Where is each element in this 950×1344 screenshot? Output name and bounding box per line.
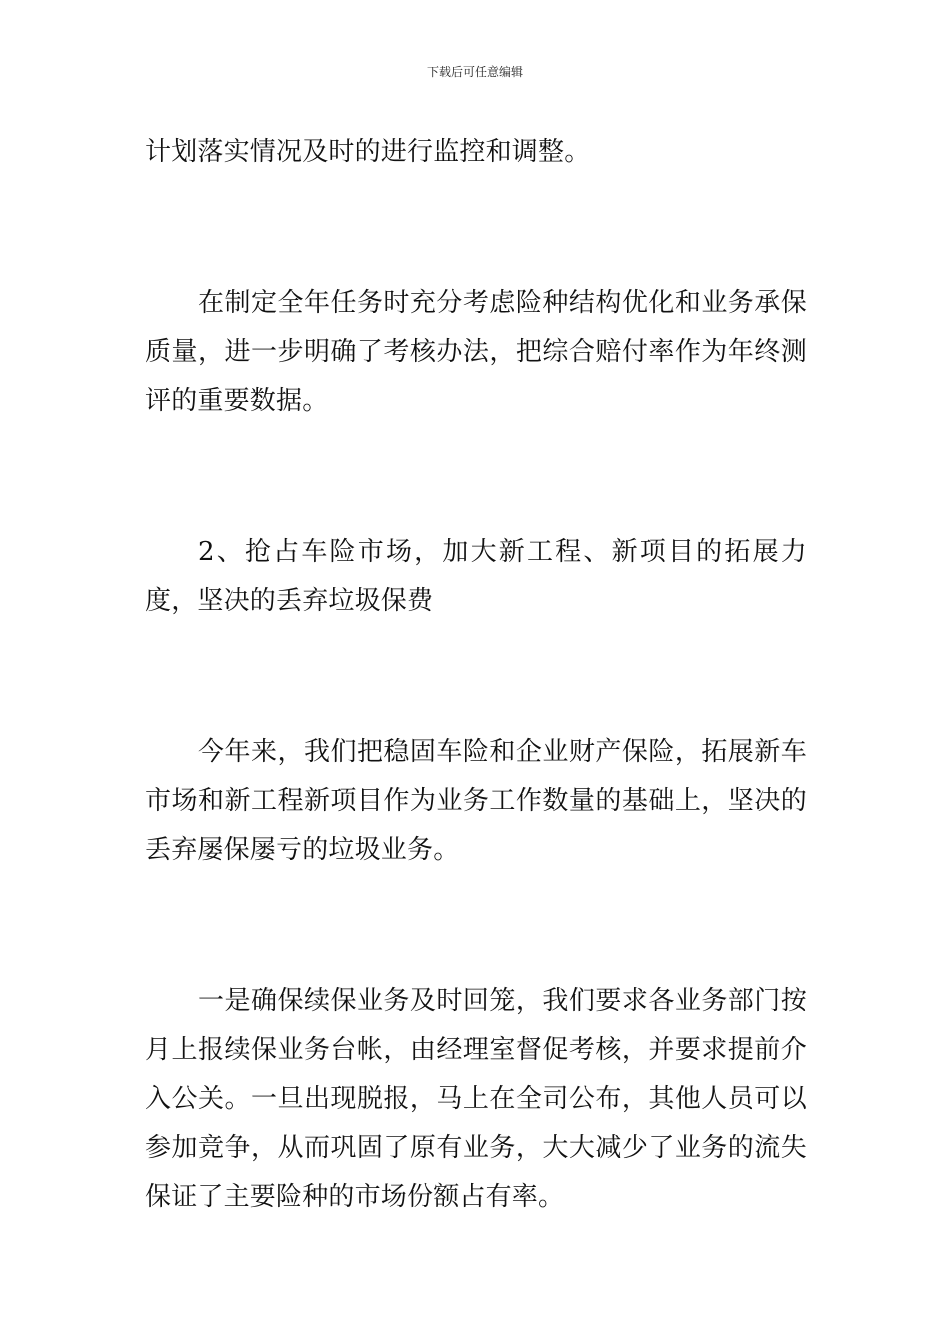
paragraph-5: 一是确保续保业务及时回笼，我们要求各业务部门按月上报续保业务台帐，由经理室督促考核，并要求提前介入公关。一旦出现脱报，马上在全司公布，其他人员可以参加竞争，从而巩固了原有业务，大大减少了业务的流失保证了主要险种的市场份额占有率。 [145, 986, 807, 1212]
paragraph-2: 在制定全年任务时充分考虑险种结构优化和业务承保质量，进一步明确了考核办法，把综合赔付率作为年终测评的重要数据。 [145, 288, 807, 416]
page-header: 下载后可任意编辑 [426, 65, 523, 79]
paragraph-1: 计划落实情况及时的进行监控和调整。 [145, 137, 591, 167]
document-body [145, 128, 807, 1222]
paragraph-4: 今年来，我们把稳固车险和企业财产保险，拓展新车市场和新工程新项目作为业务工作数量的基础上，坚决的丢弃屡保屡亏的垃圾业务。 [145, 737, 807, 865]
paragraph-3-heading: 2、抢占车险市场，加大新工程、新项目的拓展力度，坚决的丢弃垃圾保费 [145, 537, 807, 616]
